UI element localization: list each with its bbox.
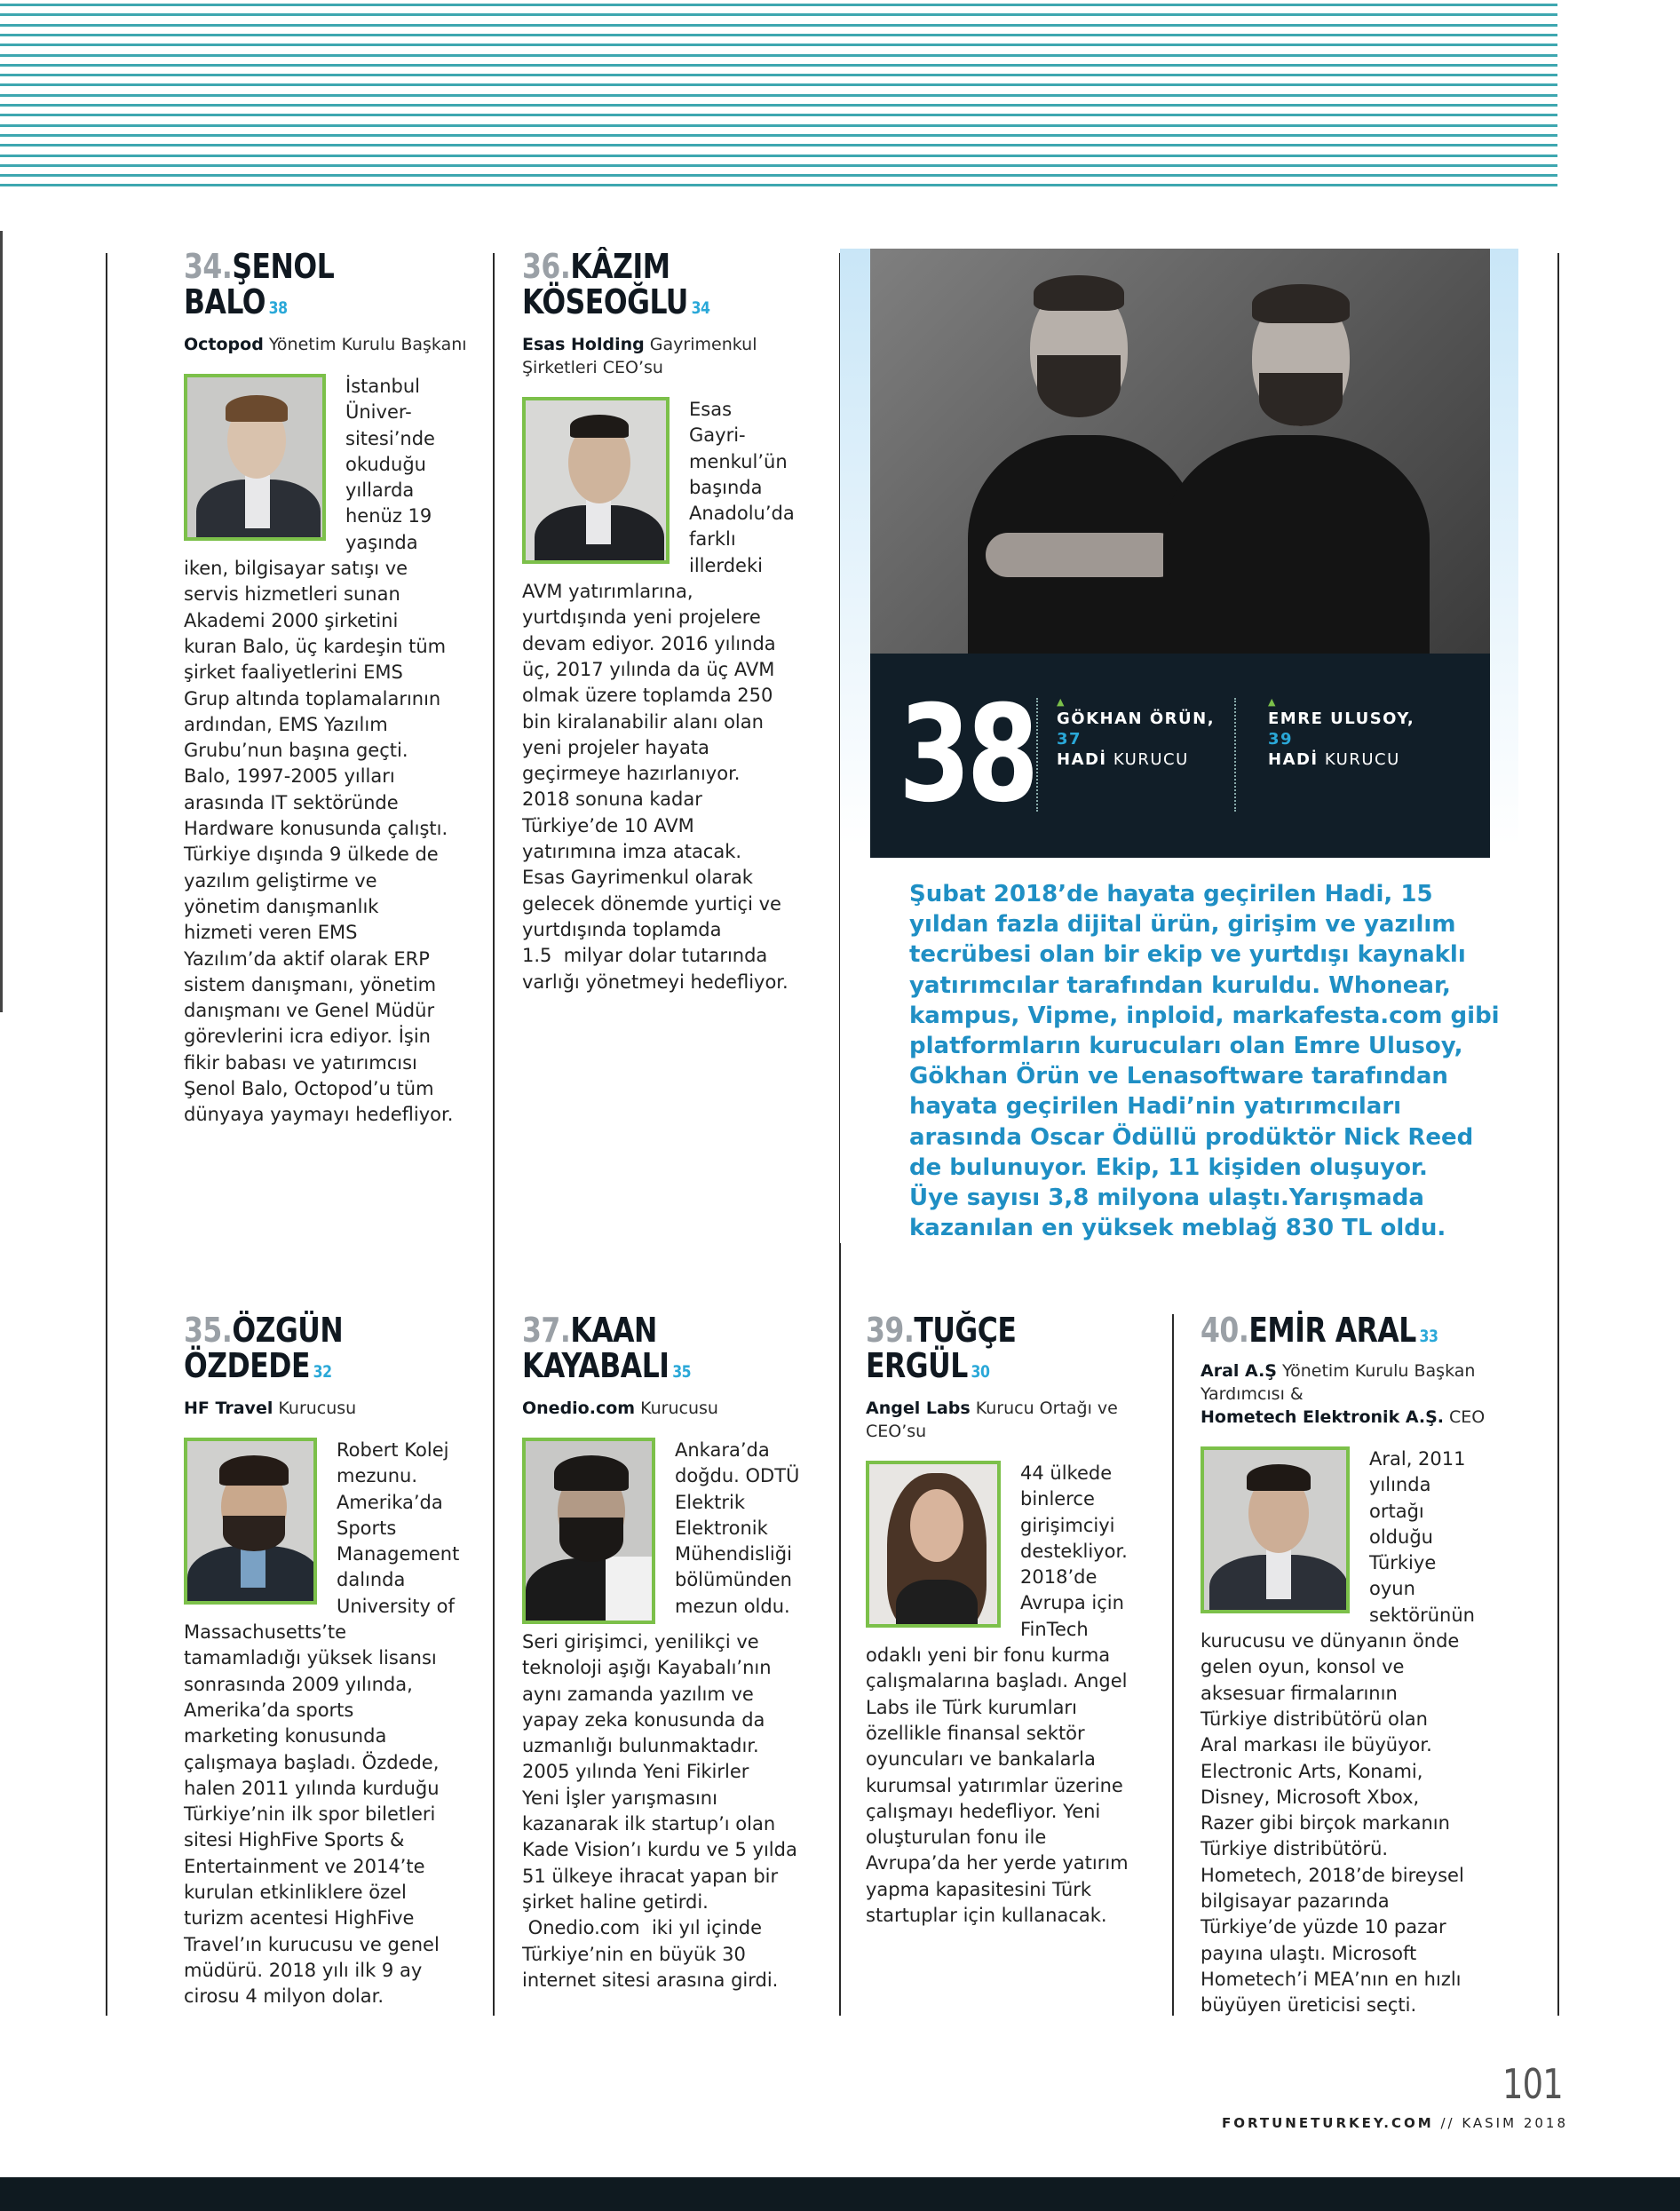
feature-text xyxy=(909,879,1500,1243)
text-line: bin kiralanabilir alanı olan xyxy=(522,710,764,733)
text-line: Türkiye xyxy=(1369,1552,1437,1574)
text-line: menkul’ün xyxy=(689,450,788,472)
column-rule xyxy=(106,253,107,2016)
profile-name: 34.ŞENOL BALO 38 xyxy=(184,247,335,321)
stripe-line xyxy=(0,144,1557,147)
stripe-line xyxy=(0,155,1557,157)
text-line: University of xyxy=(337,1595,455,1617)
text-line: üç, 2017 yılında da üç AVM xyxy=(522,658,775,680)
profile-name: 40.EMİR ARAL 33 xyxy=(1201,1311,1438,1350)
text-line: startuplar için kullanacak. xyxy=(866,1905,1107,1927)
text-line: yatırımına imza atacak. xyxy=(522,841,742,863)
text-line: çalışmaya başladı. Özdede, xyxy=(184,1751,440,1773)
text-line: Gayri- xyxy=(689,424,746,447)
text-line: Esas Gayrimenkul olarak xyxy=(522,867,753,889)
profile-name: 37.KAAN KAYABALI 35 xyxy=(522,1311,692,1385)
stripe-line xyxy=(0,54,1557,57)
profile-35 xyxy=(184,1312,477,2010)
text-line: İstanbul xyxy=(345,376,421,397)
text-line: Avrupa için xyxy=(1020,1592,1124,1614)
header-stripes xyxy=(0,4,1557,195)
text-line: yapma kapasitesini Türk xyxy=(866,1878,1092,1900)
text-line: çalışmayı hedefliyor. Yeni xyxy=(866,1800,1101,1822)
text-line: Sports xyxy=(337,1517,397,1539)
text-line: yurtdışında toplamda xyxy=(522,918,722,940)
stripe-line xyxy=(0,64,1557,67)
portrait-photo xyxy=(184,1438,317,1605)
text-line: mezun oldu. xyxy=(675,1595,790,1617)
profile-role: Angel Labs Kurucu Ortağı ve CEO’su xyxy=(866,1399,1118,1441)
text-line: kuran Balo, üç kardeşin tüm xyxy=(184,635,447,657)
text-line: Amerika’da xyxy=(337,1491,443,1513)
text-line: şirket faaliyetlerini EMS xyxy=(184,662,403,684)
text-line: Gökhan Örün ve Lenasoftware tarafından xyxy=(909,1063,1448,1090)
text-line: dünyaya yaymayı hedefliyor. xyxy=(184,1104,454,1126)
text-line: sonrasında 2009 yılında, xyxy=(184,1673,413,1695)
text-line: halen 2011 yılında kurduğu xyxy=(184,1777,440,1799)
profile-36 xyxy=(522,249,806,995)
text-line: yıllarda xyxy=(345,479,415,502)
text-line: danışmanı ve Genel Müdür xyxy=(184,1000,435,1022)
text-line: 44 ülkede xyxy=(1020,1462,1113,1484)
text-line: okuduğu xyxy=(345,453,426,475)
text-line: Hardware konusunda çalıştı. xyxy=(184,818,448,840)
text-line: Anadolu’da xyxy=(689,503,795,525)
text-line: fikir babası ve yatırımcısı xyxy=(184,1051,417,1074)
text-line: Razer gibi birçok markanın xyxy=(1201,1812,1450,1835)
text-line: Esas xyxy=(689,399,733,420)
profile-34 xyxy=(184,249,468,1129)
text-line: varlığı yönetmeyi hedefliyor. xyxy=(522,971,788,993)
text-line: yaşında xyxy=(345,531,418,553)
text-line: gelecek dönemde yurtiçi ve xyxy=(522,892,781,915)
text-line: yılında xyxy=(1369,1474,1431,1496)
text-line: Üye sayısı 3,8 milyona ulaştı.Yarışmada xyxy=(909,1185,1424,1212)
text-line: olduğu xyxy=(1369,1526,1433,1548)
text-line: çalışmalarına başladı. Angel xyxy=(866,1670,1128,1692)
text-line: Şubat 2018’de hayata geçirilen Hadi, 15 xyxy=(909,881,1433,907)
text-line: hizmeti veren EMS xyxy=(184,922,358,944)
stripe-line xyxy=(0,74,1557,76)
text-line: oluşturulan fonu ile xyxy=(866,1827,1047,1849)
text-line: Türkiye’nin ilk spor biletleri xyxy=(184,1803,436,1826)
text-line: 51 ülkeye ihracat yapan bir xyxy=(522,1865,779,1887)
text-line: sitesi HighFive Sports & xyxy=(184,1829,405,1851)
text-line: aynı zamanda yazılım ve xyxy=(522,1683,754,1705)
text-line: 2018’de xyxy=(1020,1566,1098,1589)
text-line: 2018 sonuna kadar xyxy=(522,789,702,811)
text-line: Avrupa’da her yerde yatırım xyxy=(866,1852,1129,1874)
text-line: Amerika’da sports xyxy=(184,1699,354,1721)
stripe-line xyxy=(0,13,1557,16)
text-line: sitesi’nde xyxy=(345,427,435,449)
text-line: sektörünün xyxy=(1369,1604,1475,1626)
text-line: de bulunuyor. Ekip, 11 kişiden oluşuyor. xyxy=(909,1153,1428,1181)
text-line: kampus, Vipme, inploid, markafesta.com gibi xyxy=(909,1002,1500,1029)
stripe-line xyxy=(0,4,1557,6)
stripe-line xyxy=(0,24,1557,27)
text-line: iken, bilgisayar satışı ve xyxy=(184,558,408,580)
text-line: 2005 yılında Yeni Fikirler xyxy=(522,1761,749,1783)
stripe-line xyxy=(0,134,1557,137)
text-line: Türkiye’de yüzde 10 pazar xyxy=(1201,1916,1446,1938)
text-line: yönetim danışmanlık xyxy=(184,895,379,917)
text-line: marketing konusunda xyxy=(184,1725,387,1747)
text-line: turizm acentesi HighFive xyxy=(184,1907,415,1930)
text-line: Şenol Balo, Octopod’u tüm xyxy=(184,1078,434,1100)
stripe-line xyxy=(0,94,1557,97)
text-line: destekliyor. xyxy=(1020,1540,1128,1562)
profile-name: 39.TUĞÇE ERGÜL 30 xyxy=(866,1311,1017,1385)
text-line: cirosu 4 milyon dolar. xyxy=(184,1985,384,2008)
column-rule xyxy=(1172,1314,1174,2016)
founders-photo xyxy=(870,249,1490,654)
stripe-line xyxy=(0,83,1557,86)
text-line: Hometech, 2018’de bireysel xyxy=(1201,1864,1464,1886)
text-line: yatırımcılar tarafından kuruldu. Whonear, xyxy=(909,971,1451,999)
text-line: arasında IT sektöründe xyxy=(184,791,399,813)
text-line: Onedio.com iki yıl içinde xyxy=(522,1917,763,1939)
text-line: müdürü. 2018 yılı ilk 9 ay xyxy=(184,1959,423,1981)
text-line: oyun xyxy=(1369,1578,1415,1600)
stripe-line xyxy=(0,114,1557,116)
text-line: ardından, EMS Yazılım xyxy=(184,713,388,735)
text-line: görevlerini icra ediyor. İşin xyxy=(184,1026,431,1048)
stripe-line xyxy=(0,124,1557,127)
text-line: Labs ile Türk kurumları xyxy=(866,1696,1077,1718)
text-line: Türkiye’nin en büyük 30 xyxy=(522,1943,746,1965)
text-line: Türkiye’de 10 AVM xyxy=(522,814,694,836)
text-line: aksesuar firmalarının xyxy=(1201,1682,1398,1704)
text-line: şirket haline getirdi. xyxy=(522,1890,709,1913)
text-line: büyüyen üreticisi seçti. xyxy=(1201,1994,1417,2017)
text-line: kazanılan en yüksek meblağ 830 TL oldu. xyxy=(909,1215,1446,1242)
text-line: Türkiye dışında 9 ülkede de xyxy=(184,844,439,866)
profile-role: Onedio.com Kurucusu xyxy=(522,1399,718,1418)
text-line: Aral, 2011 xyxy=(1369,1448,1466,1470)
bottom-bar xyxy=(0,2177,1680,2211)
triangle-icon: ▲ xyxy=(1057,696,1066,708)
text-line: platformların kurucuları olan Emre Ulusoy, xyxy=(909,1033,1463,1060)
text-line: Seri girişimci, yenilikçi ve xyxy=(522,1631,759,1652)
divider xyxy=(1036,698,1038,812)
text-line: Massachusetts’te xyxy=(184,1621,347,1644)
text-line: uzmanlığı bulunmaktadır. xyxy=(522,1735,759,1757)
text-line: kurucusu ve dünyanın önde xyxy=(1201,1630,1460,1652)
text-line: Grubu’nun başına geçti. xyxy=(184,740,408,762)
text-line: mezunu. xyxy=(337,1465,418,1487)
stripe-line xyxy=(0,184,1557,186)
text-line: arasında Oscar Ödüllü prodüktör Nick Reed xyxy=(909,1123,1474,1151)
portrait-photo xyxy=(866,1461,1001,1628)
text-line: Management xyxy=(337,1543,460,1565)
portrait-photo xyxy=(184,374,326,541)
profile-role: Esas Holding Gayrimenkul Şirketleri CEO’su xyxy=(522,335,757,377)
text-line: yazılım geliştirme ve xyxy=(184,869,377,892)
column-rule xyxy=(493,253,495,2016)
text-line: payına ulaştı. Microsoft xyxy=(1201,1942,1417,1964)
text-line: farklı xyxy=(689,528,736,551)
text-line: devam ediyor. 2016 yılında xyxy=(522,632,776,654)
text-line: kurulan etkinliklere özel xyxy=(184,1882,407,1904)
text-line: olmak üzere toplamda 250 xyxy=(522,685,773,707)
text-line: özellikle finansal sektör xyxy=(866,1722,1085,1744)
text-line: Yazılım’da aktif olarak ERP xyxy=(184,947,430,970)
text-line: binlerce xyxy=(1020,1488,1095,1510)
triangle-icon: ▲ xyxy=(1268,696,1277,708)
text-line: Ankara’da xyxy=(675,1439,770,1461)
text-line: bilgisayar pazarında xyxy=(1201,1890,1390,1913)
text-line: Türkiye distribütörü olan xyxy=(1201,1708,1428,1730)
text-line: yıldan fazla dijital ürün, girişim ve yazılım xyxy=(909,911,1456,939)
text-line: Entertainment ve 2014’te xyxy=(184,1855,425,1877)
text-line: Elektronik xyxy=(675,1517,768,1539)
stripe-line xyxy=(0,174,1557,177)
text-line: doğdu. ODTÜ xyxy=(675,1465,800,1487)
text-line: teknoloji aşığı Kayabalı’nın xyxy=(522,1657,772,1679)
text-line: odaklı yeni bir fonu kurma xyxy=(866,1644,1111,1667)
text-line: Aral markası ile büyüyor. xyxy=(1201,1734,1432,1756)
profile-role: Octopod Yönetim Kurulu Başkanı xyxy=(184,335,467,354)
text-line: Electronic Arts, Konami, xyxy=(1201,1760,1423,1782)
footer-credit: FORTUNETURKEY.COM // KASIM 2018 xyxy=(1221,2115,1568,2131)
text-line: Elektrik xyxy=(675,1491,746,1513)
profile-40 xyxy=(1201,1312,1494,2019)
founder-2: ▲ EMRE ULUSOY, 39 HADİ KURUCU xyxy=(1268,696,1415,769)
text-line: başında xyxy=(689,476,763,498)
page-number: 101 xyxy=(1502,2060,1563,2108)
text-line: sistem danışmanı, yönetim xyxy=(184,973,437,995)
text-line: servis hizmetleri sunan xyxy=(184,583,400,606)
text-line: Türkiye distribütörü. xyxy=(1201,1838,1389,1860)
founder-1: ▲ GÖKHAN ÖRÜN, 37 HADİ KURUCU xyxy=(1057,696,1216,769)
text-line: yapay zeka konusunda da xyxy=(522,1708,765,1731)
text-line: Travel’ın kurucusu ve genel xyxy=(184,1933,440,1955)
text-line: kazanarak ilk startup’ı olan xyxy=(522,1813,776,1835)
stripe-line xyxy=(0,104,1557,107)
profile-role: Aral A.Ş Yönetim Kurulu Başkan Yardımcısı & Hometech Elektronik A.Ş. CEO xyxy=(1201,1361,1486,1427)
text-line: Grup altında toplamalarının xyxy=(184,687,441,709)
text-line: dalında xyxy=(337,1569,406,1591)
text-line: kurumsal yatırımlar üzerine xyxy=(866,1774,1123,1796)
profile-name: 36.KÂZIM KÖSEOĞLU 34 xyxy=(522,247,710,321)
text-line: henüz 19 xyxy=(345,505,432,527)
text-line: yurtdışında yeni projelere xyxy=(522,606,761,629)
stripe-line xyxy=(0,164,1557,167)
portrait-photo xyxy=(1201,1446,1350,1613)
text-line: Yeni İşler yarışmasını xyxy=(522,1787,717,1809)
page-edge-bar xyxy=(0,231,3,1012)
profile-name: 35.ÖZGÜN ÖZDEDE 32 xyxy=(184,1311,344,1385)
text-line: Kade Vision’ı kurdu ve 5 yılda xyxy=(522,1839,797,1861)
text-line: bölümünden xyxy=(675,1569,792,1591)
column-rule xyxy=(1557,253,1559,2016)
text-line: ortağı xyxy=(1369,1500,1424,1522)
feature-big-number: 38 xyxy=(899,678,1035,832)
profile-37 xyxy=(522,1312,815,1993)
portrait-photo xyxy=(522,1438,655,1624)
divider xyxy=(1234,698,1236,812)
stripe-line xyxy=(0,44,1557,46)
text-line: FinTech xyxy=(1020,1618,1089,1640)
text-line: hayata geçirilen Hadi’nin yatırımcıları xyxy=(909,1093,1402,1121)
text-line: girişimciyi xyxy=(1020,1514,1115,1536)
text-line: illerdeki xyxy=(689,554,763,576)
text-line: Mühendisliği xyxy=(675,1543,792,1565)
text-line: 1.5 milyar dolar tutarında xyxy=(522,945,768,967)
text-line: Üniver- xyxy=(345,401,412,424)
text-line: yeni projeler hayata xyxy=(522,736,709,758)
text-line: tamamladığı yüksek lisansı xyxy=(184,1647,437,1669)
text-line: internet sitesi arasına girdi. xyxy=(522,1969,779,1991)
text-line: Hometech’i MEA’nın en hızlı xyxy=(1201,1968,1462,1990)
portrait-photo xyxy=(522,397,670,564)
text-line: geçirmeye hazırlanıyor. xyxy=(522,763,741,785)
profile-role: HF Travel Kurucusu xyxy=(184,1399,357,1418)
text-line: Disney, Microsoft Xbox, xyxy=(1201,1786,1420,1808)
text-line: gelen oyun, konsol ve xyxy=(1201,1656,1405,1678)
text-line: Balo, 1997-2005 yılları xyxy=(184,765,395,788)
text-line: tecrübesi olan bir ekip ve yurtdışı kaynaklı xyxy=(909,941,1466,969)
profile-39 xyxy=(866,1312,1150,1929)
text-line: Akademi 2000 şirketini xyxy=(184,609,399,631)
stripe-line xyxy=(0,34,1557,36)
text-line: AVM yatırımlarına, xyxy=(522,581,693,603)
text-line: oyuncuları ve bankalarla xyxy=(866,1748,1096,1771)
text-line: Robert Kolej xyxy=(337,1439,449,1461)
